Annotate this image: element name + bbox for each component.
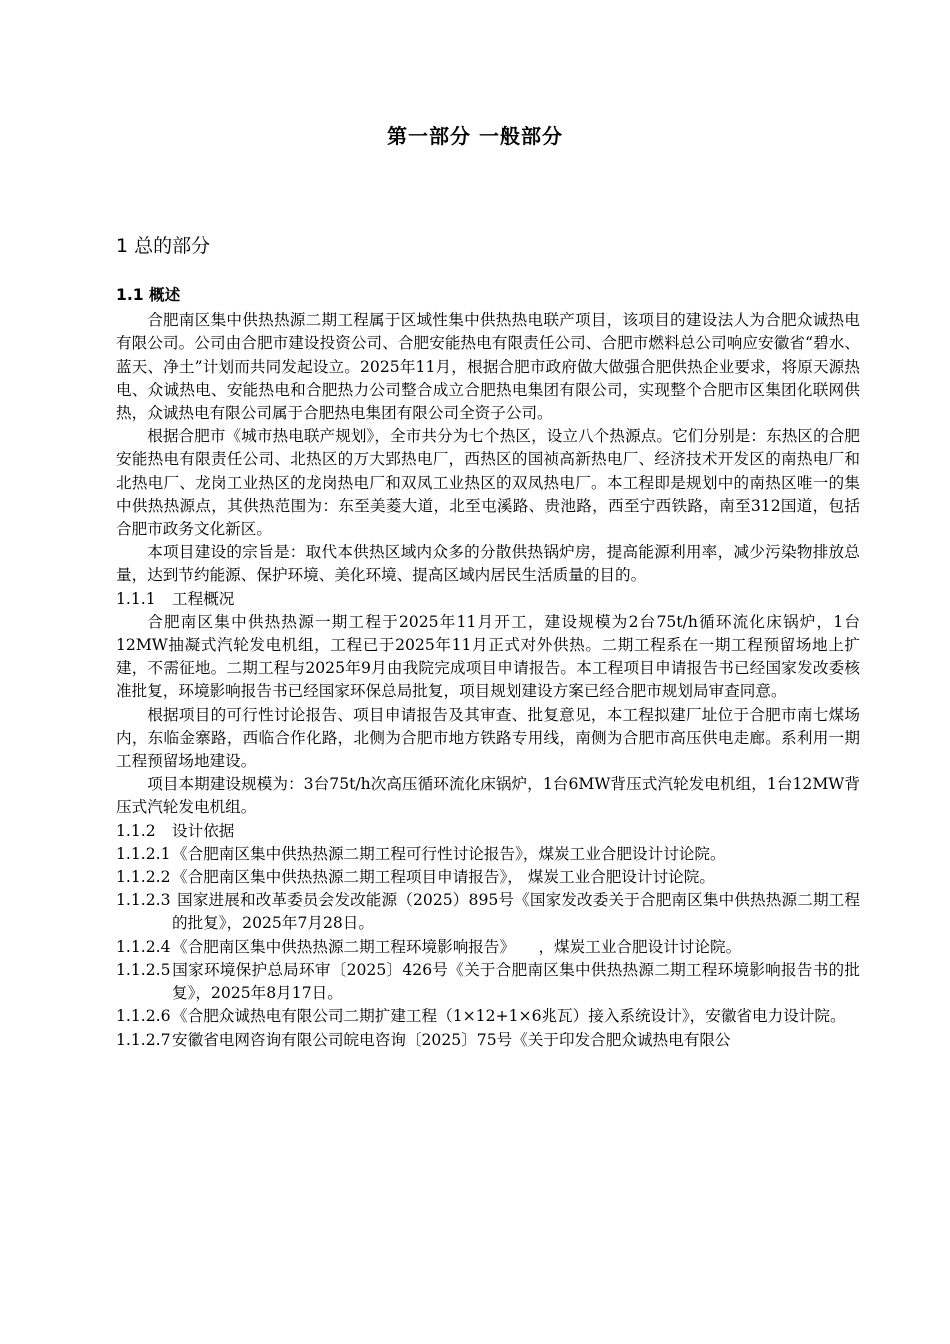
reference-item [116, 889, 860, 935]
reference-item [116, 1005, 860, 1028]
reference-number: 1.1.2.6 [116, 1007, 171, 1026]
reference-item [116, 1029, 860, 1052]
reference-text: 安徽省电网咨询有限公司皖电咨询〔2025〕75号《关于印发合肥众诚热电有限公 [172, 1030, 731, 1049]
reference-text: 国家进展和改革委员会发改能源（2025）895号《国家发改委关于合肥南区集中供热热源二期工程的批复》，2025年7月28日。 [172, 891, 860, 933]
reference-item [116, 866, 860, 889]
reference-text: 《合肥南区集中供热热源二期工程项目申请报告》， 煤炭工业合肥设计讨论院。 [172, 868, 715, 887]
reference-number: 1.1.2.2 [116, 868, 171, 887]
paragraph: 根据合肥市《城市热电联产规划》，全市共分为七个热区，设立八个热源点。它们分别是：东热区的合肥安能热电有限责任公司、北热区的万大郢热电厂，西热区的国祯高新热电厂、经济技术开发区的南热电厂和北热电厂、龙岗工业热区的龙岗热电厂和双凤工业热区的双凤热电厂。本工程即是规划中的南热区唯一的集中供热热源点，其供热范围为：东至美菱大道，北至屯溪路、贵池路，西至宁西铁路，南至312国道，包括合肥市政务文化新区。 [116, 427, 860, 539]
paragraph: 合肥南区集中供热热源二期工程属于区域性集中供热热电联产项目，该项目的建设法人为合肥众诚热电有限公司。公司由合肥市建设投资公司、合肥安能热电有限责任公司、合肥市燃料总公司响应安徽省“碧水、蓝天、净土”计划而共同发起设立。2025年11月，根据合肥市政府做大做强合肥供热企业要求，将原天源热电、众诚热电、安能热电和合肥热力公司整合成立合肥热电集团有限公司，实现整个合肥市区集团化联网供热，众诚热电有限公司属于合肥热电集团有限公司全资子公司。 [116, 311, 860, 423]
part-title: 第一部分 一般部分 [387, 124, 563, 148]
reference-item [116, 959, 860, 1005]
heading-number: 1.1.1 [116, 589, 156, 608]
reference-number: 1.1.2.1 [116, 844, 171, 863]
reference-number: 1.1.2.7 [116, 1030, 171, 1049]
subsection-heading: 1.1 概述 [116, 286, 181, 304]
reference-text: 国家环境保护总局环审〔2025〕426号《关于合肥南区集中供热热源二期工程环境影响报告书的批复》，2025年8月17日。 [172, 960, 860, 1003]
reference-text: 《合肥众诚热电有限公司二期扩建工程（1×12+1×6兆瓦）接入系统设计》，安徽省电力设计院。 [172, 1007, 846, 1026]
reference-text: 《合肥南区集中供热热源二期工程环境影响报告》 ，煤炭工业合肥设计讨论院。 [172, 937, 742, 956]
heading-text: 工程概况 [172, 589, 235, 608]
paragraph: 本项目建设的宗旨是：取代本供热区域内众多的分散供热锅炉房，提高能源利用率，减少污染物排放总量，达到节约能源、保护环境、美化环境、提高区域内居民生活质量的目的。 [116, 543, 860, 585]
paragraph: 项目本期建设规模为：3台75t/h次高压循环流化床锅炉，1台6MW背压式汽轮发电机组，1台12MW背压式汽轮发电机组。 [116, 775, 860, 817]
section-heading: 1 总的部分 [116, 235, 211, 257]
paragraph: 合肥南区集中供热热源一期工程于2025年11月开工，建设规模为2台75t/h循环流化床锅炉，1台12MW抽凝式汽轮发电机组，工程已于2025年11月正式对外供热。二期工程系在一期工程预留场地上扩建，不需征地。二期工程与2025年9月由我院完成项目申请报告。本工程项目申请报告书已经国家发改委核准批复，环境影响报告书已经国家环保总局批复，项目规划建设方案已经合肥市规划局审查同意。 [116, 612, 860, 701]
heading-number: 1.1.2 [116, 821, 156, 840]
subsubsection-heading [116, 588, 860, 611]
reference-number: 1.1.2.5 [116, 960, 171, 979]
reference-item [116, 936, 860, 959]
document-body [116, 284, 860, 1052]
reference-number: 1.1.2.3 [116, 891, 171, 910]
heading-text: 设计依据 [172, 821, 235, 840]
reference-text: 《合肥南区集中供热热源二期工程可行性讨论报告》，煤炭工业合肥设计讨论院。 [172, 844, 726, 863]
subsubsection-heading [116, 820, 860, 843]
reference-item [116, 843, 860, 866]
reference-number: 1.1.2.4 [116, 937, 171, 956]
paragraph: 根据项目的可行性讨论报告、项目申请报告及其审查、批复意见，本工程拟建厂址位于合肥市南七煤场内，东临金寨路，西临合作化路，北侧为合肥市地方铁路专用线，南侧为合肥市高压供电走廊。系利用一期工程预留场地建设。 [116, 705, 860, 771]
